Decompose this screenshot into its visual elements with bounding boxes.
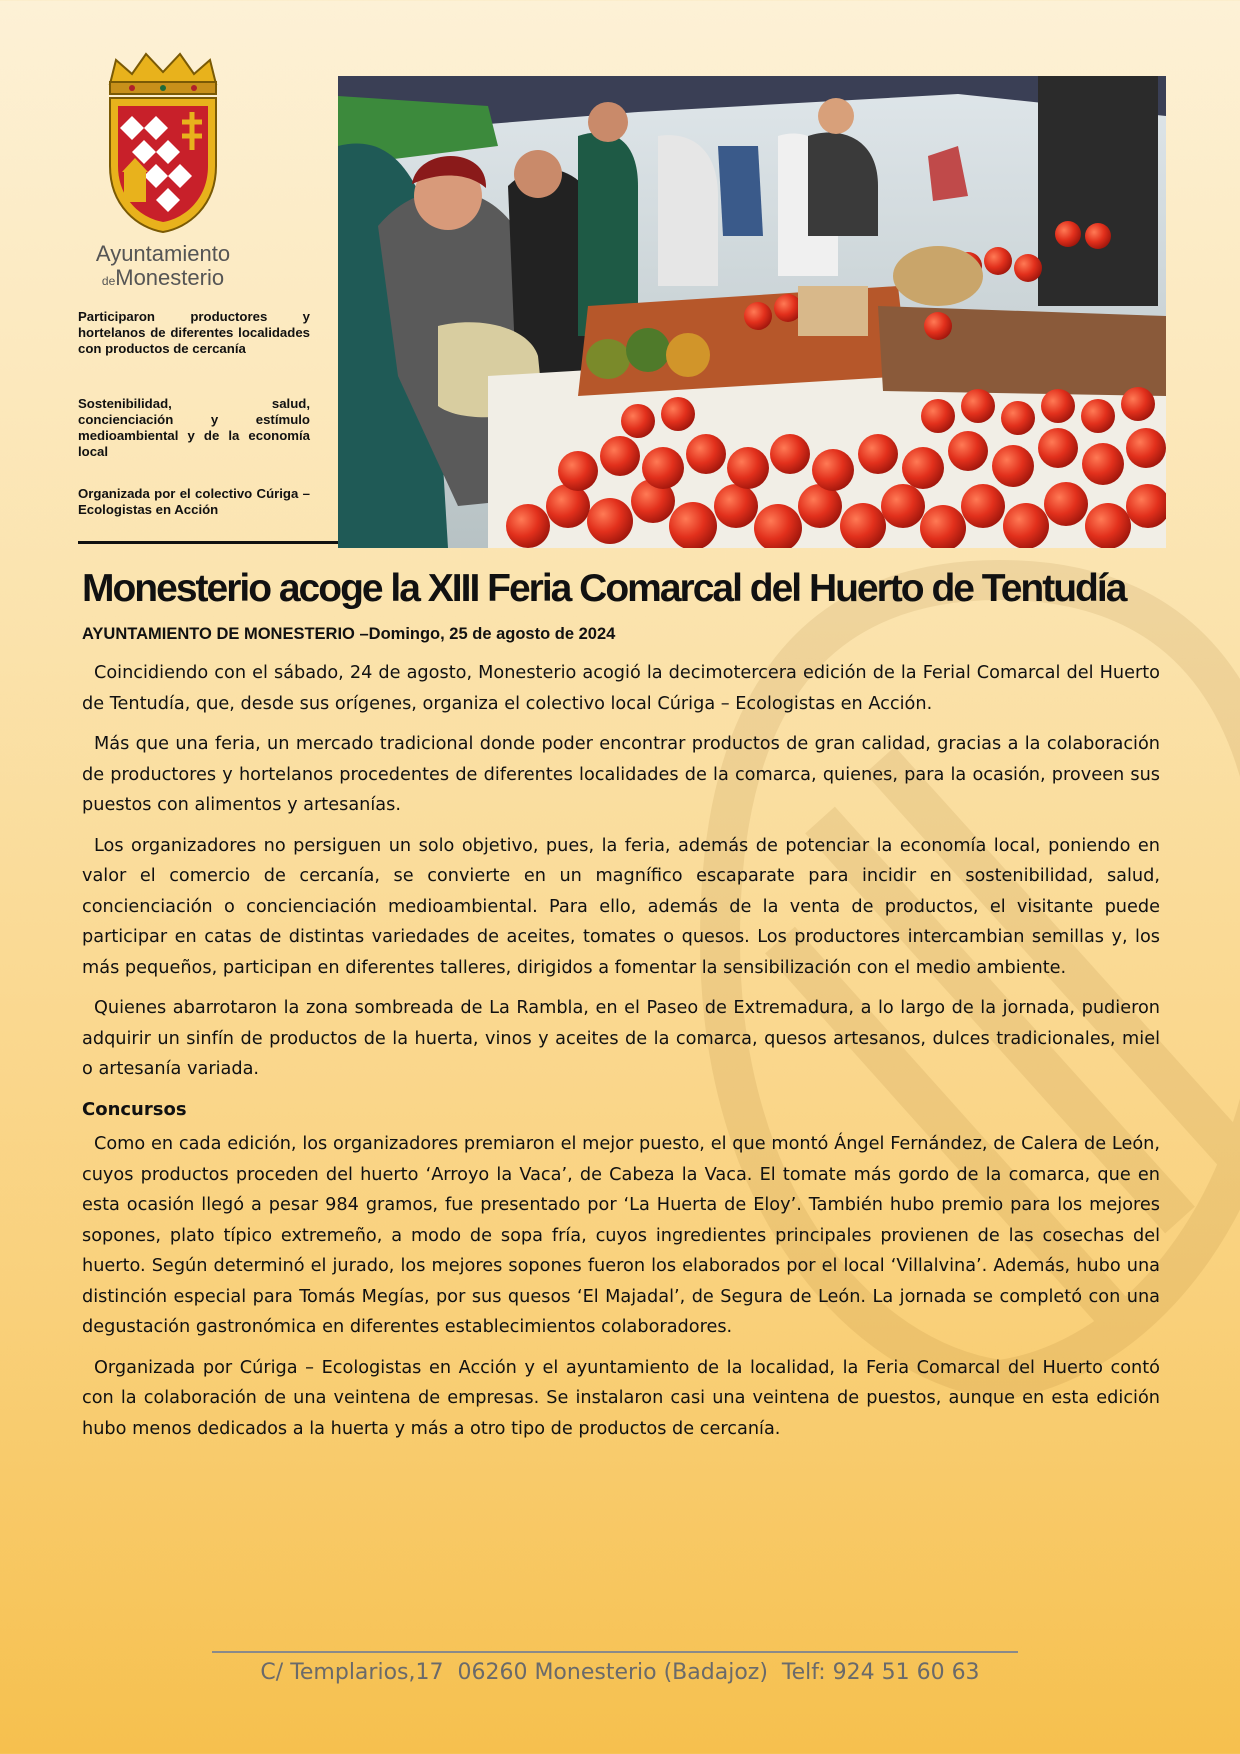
- municipality-name: [88, 242, 238, 293]
- market-photo: [338, 76, 1166, 548]
- sidebar-divider: [78, 541, 338, 544]
- article-headline: Monesterio acoge la XIII Feria Comarcal del Huerto de Tentudía: [82, 567, 1126, 610]
- sidebar-blurb-sustainability: Sostenibilidad, salud, concienciación y estímulo medioambiental y de la economía local: [78, 396, 310, 459]
- logo-name-de: de: [101, 274, 116, 288]
- municipality-logo: [88, 46, 238, 293]
- article-paragraph: Coincidiendo con el sábado, 24 de agosto, Monesterio acogió la decimotercera edición de la Ferial Comarcal del Huerto de Tentudía, que, desde sus orígenes, organiza el colectivo local Cúriga – Ecologistas en Acción.: [82, 663, 1160, 714]
- article-subhead: Concursos: [82, 1098, 187, 1120]
- article-dateline: AYUNTAMIENTO DE MONESTERIO –Domingo, 25 de agosto de 2024: [82, 625, 616, 643]
- logo-name-line2: Monesterio: [115, 265, 225, 290]
- article-paragraph: Como en cada edición, los organizadores premiaron el mejor puesto, el que montó Ángel Fernández, de Calera de León, cuyos productos proceden del huerto ‘Arroyo la Vaca’, de Cabeza la Vaca. El tomate más gordo de la comarca, que en esta ocasión llegó a pesar 984 gramos, fue presentado por ‘La Huerta de Eloy’. También hubo premio para los mejores sopones, plato típico extremeño, a modo de sopa fría, cuyos ingredientes principales provienen de las cosechas del huerto. Según determinó el jurado, los mejores sopones fueron los elaborados por el local ‘Villalvina’. Además, hubo una distinción especial para Tomás Megías, por sus quesos ‘El Majadal’, de Segura de León. La jornada se completó con una degustación gastronómica en diferentes establecimientos colaboradores.: [82, 1134, 1160, 1337]
- logo-name-line1: Ayuntamiento: [95, 241, 231, 266]
- sidebar-blurb-organizer: Organizada por el colectivo Cúriga – Ecologistas en Acción: [78, 486, 310, 517]
- footer-divider: [212, 1651, 1018, 1653]
- sidebar-blurb-producers: Participaron productores y hortelanos de diferentes localidades con productos de cercanía: [78, 309, 310, 356]
- article-paragraph: Más que una feria, un mercado tradicional donde poder encontrar productos de gran calidad, gracias a la colaboración de productores y hortelanos procedentes de diferentes localidades de la comarca, quienes, para la ocasión, proveen sus puestos con alimentos y artesanías.: [82, 734, 1160, 815]
- article-body: [82, 658, 1160, 1454]
- article-paragraph: Organizada por Cúriga – Ecologistas en Acción y el ayuntamiento de la localidad, la Feria Comarcal del Huerto contó con la colaboración de una veintena de empresas. Se instalaron casi una veintena de puestos, aunque en esta edición hubo menos dedicados a la huerta y más a otro tipo de productos de cercanía.: [82, 1357, 1160, 1439]
- article-paragraph: Los organizadores no persiguen un solo objetivo, pues, la feria, además de potenciar la economía local, poniendo en valor el comercio de cercanía, se convierte en un magnífico escaparate para incidir en sostenibilidad, salud, concienciación o concienciación medioambiental. Para ello, además de la venta de productos, el visitante puede participar en catas de distintas variedades de aceites, tomates o quesos. Los productores intercambian semillas y, los más pequeños, participan en diferentes talleres, dirigidos a fomentar la sensibilización con el medio ambiente.: [82, 835, 1160, 978]
- article-paragraph: Quienes abarrotaron la zona sombreada de La Rambla, en el Paseo de Extremadura, a lo largo de la jornada, pudieron adquirir un sinfín de productos de la huerta, vinos y aceites de la comarca, quesos artesanos, dulces tradicionales, miel o artesanía variada.: [82, 998, 1160, 1079]
- coat-of-arms-icon: [96, 46, 230, 236]
- footer-address: C/ Templarios,17 06260 Monesterio (Badajoz) Telf: 924 51 60 63: [260, 1660, 980, 1685]
